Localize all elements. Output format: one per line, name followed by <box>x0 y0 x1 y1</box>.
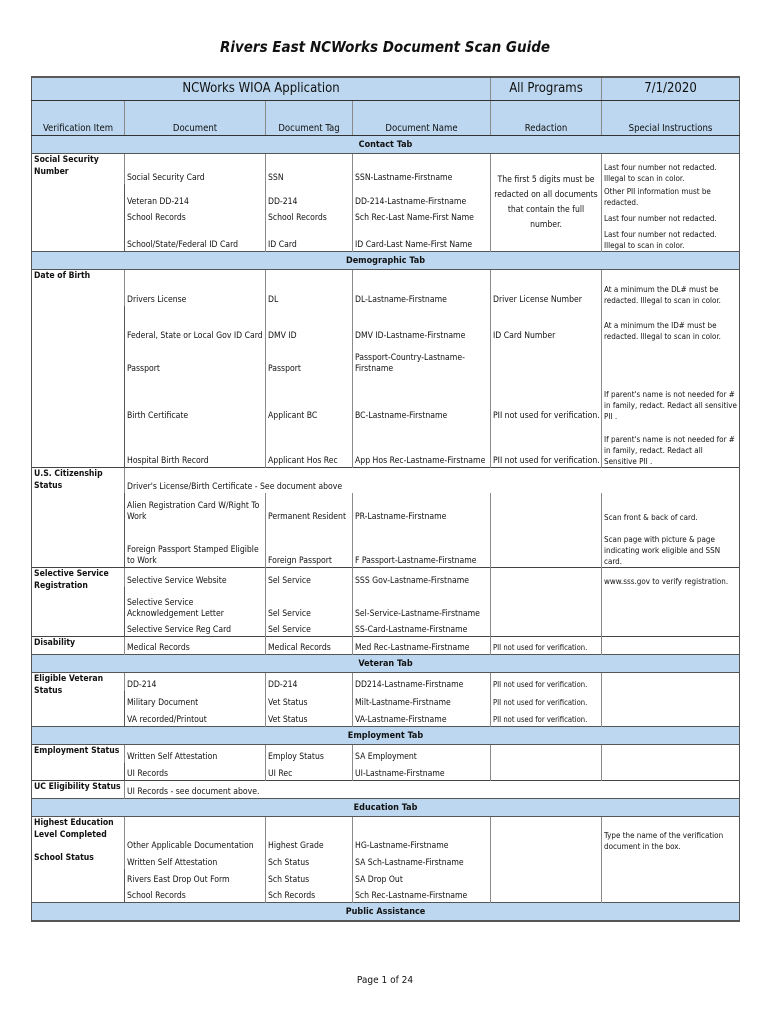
tag-cell: Vet Status <box>266 691 353 709</box>
tag-cell: School Records <box>266 208 353 224</box>
redaction-cell: PII not used for verification. <box>491 673 602 691</box>
tag-cell: Sch Status <box>266 852 353 869</box>
name-cell: SA Sch-Lastname-Firstname <box>353 852 491 869</box>
table-row <box>32 673 740 691</box>
instruction-cell: If parent's name is not needed for # in family, redact. Redact all Sensitive PII . <box>602 422 740 468</box>
table-row <box>32 745 740 763</box>
redaction-cell: ID Card Number <box>491 306 602 342</box>
instruction-cell <box>602 342 740 375</box>
name-cell: Sel-Service-Lastname-Firstname <box>353 587 491 620</box>
table-row <box>32 493 740 523</box>
name-cell: DD214-Lastname-Firstname <box>353 673 491 691</box>
column-header-row <box>32 101 740 136</box>
name-cell: BC-Lastname-Firstname <box>353 375 491 422</box>
document-cell: Selective Service Website <box>125 568 266 587</box>
instruction-cell <box>602 587 740 620</box>
table-row <box>32 763 740 781</box>
name-cell: Passport-Country-Lastname-Firstname <box>353 342 491 375</box>
instruction-cell <box>602 869 740 886</box>
redaction-cell <box>491 763 602 781</box>
table-row <box>32 886 740 903</box>
section-ssn: Social Security Number <box>32 154 125 252</box>
document-cell: School/State/Federal ID Card <box>125 224 266 252</box>
document-cell: Passport <box>125 342 266 375</box>
education-tab-row <box>32 799 740 817</box>
document-cell: Selective Service Acknowledgement Letter <box>125 587 266 620</box>
document-cell: Federal, State or Local Gov ID Card <box>125 306 266 342</box>
col-special-instructions: Special Instructions <box>602 101 740 136</box>
document-cell: VA recorded/Printout <box>125 709 266 727</box>
contact-tab-label: Contact Tab <box>32 136 740 154</box>
tag-cell: Sel Service <box>266 568 353 587</box>
name-cell: Med Rec-Lastname-Firstname <box>353 637 491 655</box>
document-cell: Written Self Attestation <box>125 852 266 869</box>
redaction-cell <box>491 568 602 587</box>
tag-cell: DL <box>266 270 353 306</box>
document-cell: Hospital Birth Record <box>125 422 266 468</box>
document-cell: Drivers License <box>125 270 266 306</box>
table-row <box>32 306 740 342</box>
tag-cell: UI Rec <box>266 763 353 781</box>
date-title: 7/1/2020 <box>602 77 740 101</box>
name-cell: UI-Lastname-Firstname <box>353 763 491 781</box>
col-document-name: Document Name <box>353 101 491 136</box>
tag-cell: Sel Service <box>266 620 353 637</box>
name-cell: ID Card-Last Name-First Name <box>353 224 491 252</box>
tag-cell: DD-214 <box>266 673 353 691</box>
section-disability: Disability <box>32 637 125 655</box>
table-row <box>32 342 740 375</box>
table-row <box>32 208 740 224</box>
tag-cell: Vet Status <box>266 709 353 727</box>
instruction-cell <box>602 691 740 709</box>
tag-cell: DD-214 <box>266 184 353 208</box>
tag-cell: Sch Records <box>266 886 353 903</box>
document-cell: Rivers East Drop Out Form <box>125 869 266 886</box>
education-tab-label: Education Tab <box>32 799 740 817</box>
document-cell: Written Self Attestation <box>125 745 266 763</box>
tag-cell: Passport <box>266 342 353 375</box>
scan-guide-table <box>31 76 740 922</box>
redaction-cell: PII not used for verification. <box>491 691 602 709</box>
table-row <box>32 869 740 886</box>
application-title: NCWorks WIOA Application <box>32 77 491 101</box>
document-cell: UI Records <box>125 763 266 781</box>
redaction-cell <box>491 869 602 886</box>
redaction-cell: PII not used for verification. <box>491 422 602 468</box>
instruction-cell: At a minimum the DL# must be redacted. Illegal to scan in color. <box>602 270 740 306</box>
document-cell: Veteran DD-214 <box>125 184 266 208</box>
document-cell: Other Applicable Documentation <box>125 817 266 852</box>
document-cell: Driver's License/Birth Certificate - See document above <box>125 468 740 493</box>
name-cell: SS-Card-Lastname-Firstname <box>353 620 491 637</box>
col-redaction: Redaction <box>491 101 602 136</box>
veteran-tab-label: Veteran Tab <box>32 655 740 673</box>
table-row <box>32 224 740 252</box>
document-cell: Foreign Passport Stamped Eligible to Work <box>125 523 266 568</box>
tag-cell: Permanent Resident <box>266 493 353 523</box>
instruction-cell <box>602 852 740 869</box>
col-document: Document <box>125 101 266 136</box>
document-title: Rivers East NCWorks Document Scan Guide <box>219 38 551 56</box>
section-eligible-veteran: Eligible Veteran Status <box>32 673 125 727</box>
document-cell: Selective Service Reg Card <box>125 620 266 637</box>
demographic-tab-label: Demographic Tab <box>32 252 740 270</box>
instruction-cell <box>602 745 740 763</box>
redaction-cell <box>491 620 602 637</box>
employment-tab-label: Employment Tab <box>32 727 740 745</box>
name-cell: HG-Lastname-Firstname <box>353 817 491 852</box>
table-row <box>32 468 740 493</box>
table-row <box>32 691 740 709</box>
redaction-cell <box>491 886 602 903</box>
table-row <box>32 568 740 587</box>
instruction-cell <box>602 620 740 637</box>
instruction-cell <box>602 763 740 781</box>
redaction-cell <box>491 342 602 375</box>
page-number: Page 1 of 24 <box>356 975 414 986</box>
table-row <box>32 184 740 208</box>
section-selective-service: Selective Service Registration <box>32 568 125 637</box>
table-row <box>32 587 740 620</box>
document-cell: Military Document <box>125 691 266 709</box>
redaction-cell: PII not used for verification. <box>491 637 602 655</box>
table-row <box>32 523 740 568</box>
name-cell: Milt-Lastname-Firstname <box>353 691 491 709</box>
tag-cell: Employ Status <box>266 745 353 763</box>
tag-cell: SSN <box>266 154 353 184</box>
table-row <box>32 817 740 852</box>
name-cell: SSN-Lastname-Firstname <box>353 154 491 184</box>
name-cell: F Passport-Lastname-Firstname <box>353 523 491 568</box>
instruction-cell: At a minimum the ID# must be redacted. Illegal to scan in color. <box>602 306 740 342</box>
document-cell: Alien Registration Card W/Right To Work <box>125 493 266 523</box>
tag-cell: Medical Records <box>266 637 353 655</box>
table-row <box>32 270 740 306</box>
name-cell: VA-Lastname-Firstname <box>353 709 491 727</box>
document-cell: Birth Certificate <box>125 375 266 422</box>
table-row <box>32 620 740 637</box>
tag-cell: Applicant BC <box>266 375 353 422</box>
name-cell: App Hos Rec-Lastname-Firstname <box>353 422 491 468</box>
header-title-row <box>32 77 740 101</box>
col-verification-item: Verification Item <box>32 101 125 136</box>
redaction-cell <box>491 587 602 620</box>
redaction-cell <box>491 745 602 763</box>
instruction-cell <box>602 886 740 903</box>
contact-redaction-note: The first 5 digits must be redacted on all documents that contain the full number. <box>491 154 602 252</box>
instruction-cell: Last four number not redacted. Illegal to scan in color. <box>602 154 740 184</box>
instruction-cell <box>602 637 740 655</box>
tag-cell: Highest Grade <box>266 817 353 852</box>
table-row <box>32 852 740 869</box>
table-row <box>32 422 740 468</box>
name-cell: DL-Lastname-Firstname <box>353 270 491 306</box>
tag-cell: Foreign Passport <box>266 523 353 568</box>
table-row <box>32 709 740 727</box>
redaction-cell <box>491 523 602 568</box>
name-cell: DMV ID-Lastname-Firstname <box>353 306 491 342</box>
tag-cell: Sel Service <box>266 587 353 620</box>
tag-cell: ID Card <box>266 224 353 252</box>
instruction-cell: Last four number not redacted. <box>602 208 740 224</box>
name-cell: PR-Lastname-Firstname <box>353 493 491 523</box>
document-cell: Medical Records <box>125 637 266 655</box>
instruction-cell: Last four number not redacted. Illegal to scan in color. <box>602 224 740 252</box>
redaction-cell <box>491 852 602 869</box>
instruction-cell <box>602 673 740 691</box>
public-assistance-tab-label: Public Assistance <box>32 903 740 922</box>
name-cell: Sch Rec-Last Name-First Name <box>353 208 491 224</box>
table-row <box>32 154 740 184</box>
section-school-status: School Status <box>32 852 125 903</box>
instruction-cell: Type the name of the verification document in the box. <box>602 817 740 852</box>
document-cell: UI Records - see document above. <box>125 781 740 799</box>
instruction-cell: Scan page with picture & page indicating work eligible and SSN card. <box>602 523 740 568</box>
name-cell: SSS Gov-Lastname-Firstname <box>353 568 491 587</box>
name-cell: DD-214-Lastname-Firstname <box>353 184 491 208</box>
document-cell: Social Security Card <box>125 154 266 184</box>
name-cell: Sch Rec-Lastname-Firstname <box>353 886 491 903</box>
table-row <box>32 637 740 655</box>
public-assistance-tab-row <box>32 903 740 922</box>
section-uc-eligibility: UC Eligibility Status <box>32 781 125 799</box>
redaction-cell: PII not used for verification. <box>491 709 602 727</box>
document-cell: School Records <box>125 208 266 224</box>
instruction-cell: Scan front & back of card. <box>602 493 740 523</box>
table-row <box>32 781 740 799</box>
col-document-tag: Document Tag <box>266 101 353 136</box>
redaction-cell <box>491 817 602 852</box>
programs-title: All Programs <box>491 77 602 101</box>
redaction-cell <box>491 493 602 523</box>
contact-tab-row <box>32 136 740 154</box>
demographic-tab-row <box>32 252 740 270</box>
section-highest-education: Highest Education Level Completed <box>32 817 125 852</box>
tag-cell: DMV ID <box>266 306 353 342</box>
document-cell: DD-214 <box>125 673 266 691</box>
table-row <box>32 375 740 422</box>
name-cell: SA Employment <box>353 745 491 763</box>
instruction-cell <box>602 709 740 727</box>
instruction-cell: www.sss.gov to verify registration. <box>602 568 740 587</box>
section-dob: Date of Birth <box>32 270 125 468</box>
instruction-cell: Other PII information must be redacted. <box>602 184 740 208</box>
name-cell: SA Drop Out <box>353 869 491 886</box>
section-employment-status: Employment Status <box>32 745 125 781</box>
redaction-cell: Driver License Number <box>491 270 602 306</box>
document-cell: School Records <box>125 886 266 903</box>
employment-tab-row <box>32 727 740 745</box>
veteran-tab-row <box>32 655 740 673</box>
redaction-cell: PII not used for verification. <box>491 375 602 422</box>
instruction-cell: If parent's name is not needed for # in family, redact. Redact all sensitive PII . <box>602 375 740 422</box>
tag-cell: Applicant Hos Rec <box>266 422 353 468</box>
section-citizenship: U.S. Citizenship Status <box>32 468 125 568</box>
tag-cell: Sch Status <box>266 869 353 886</box>
